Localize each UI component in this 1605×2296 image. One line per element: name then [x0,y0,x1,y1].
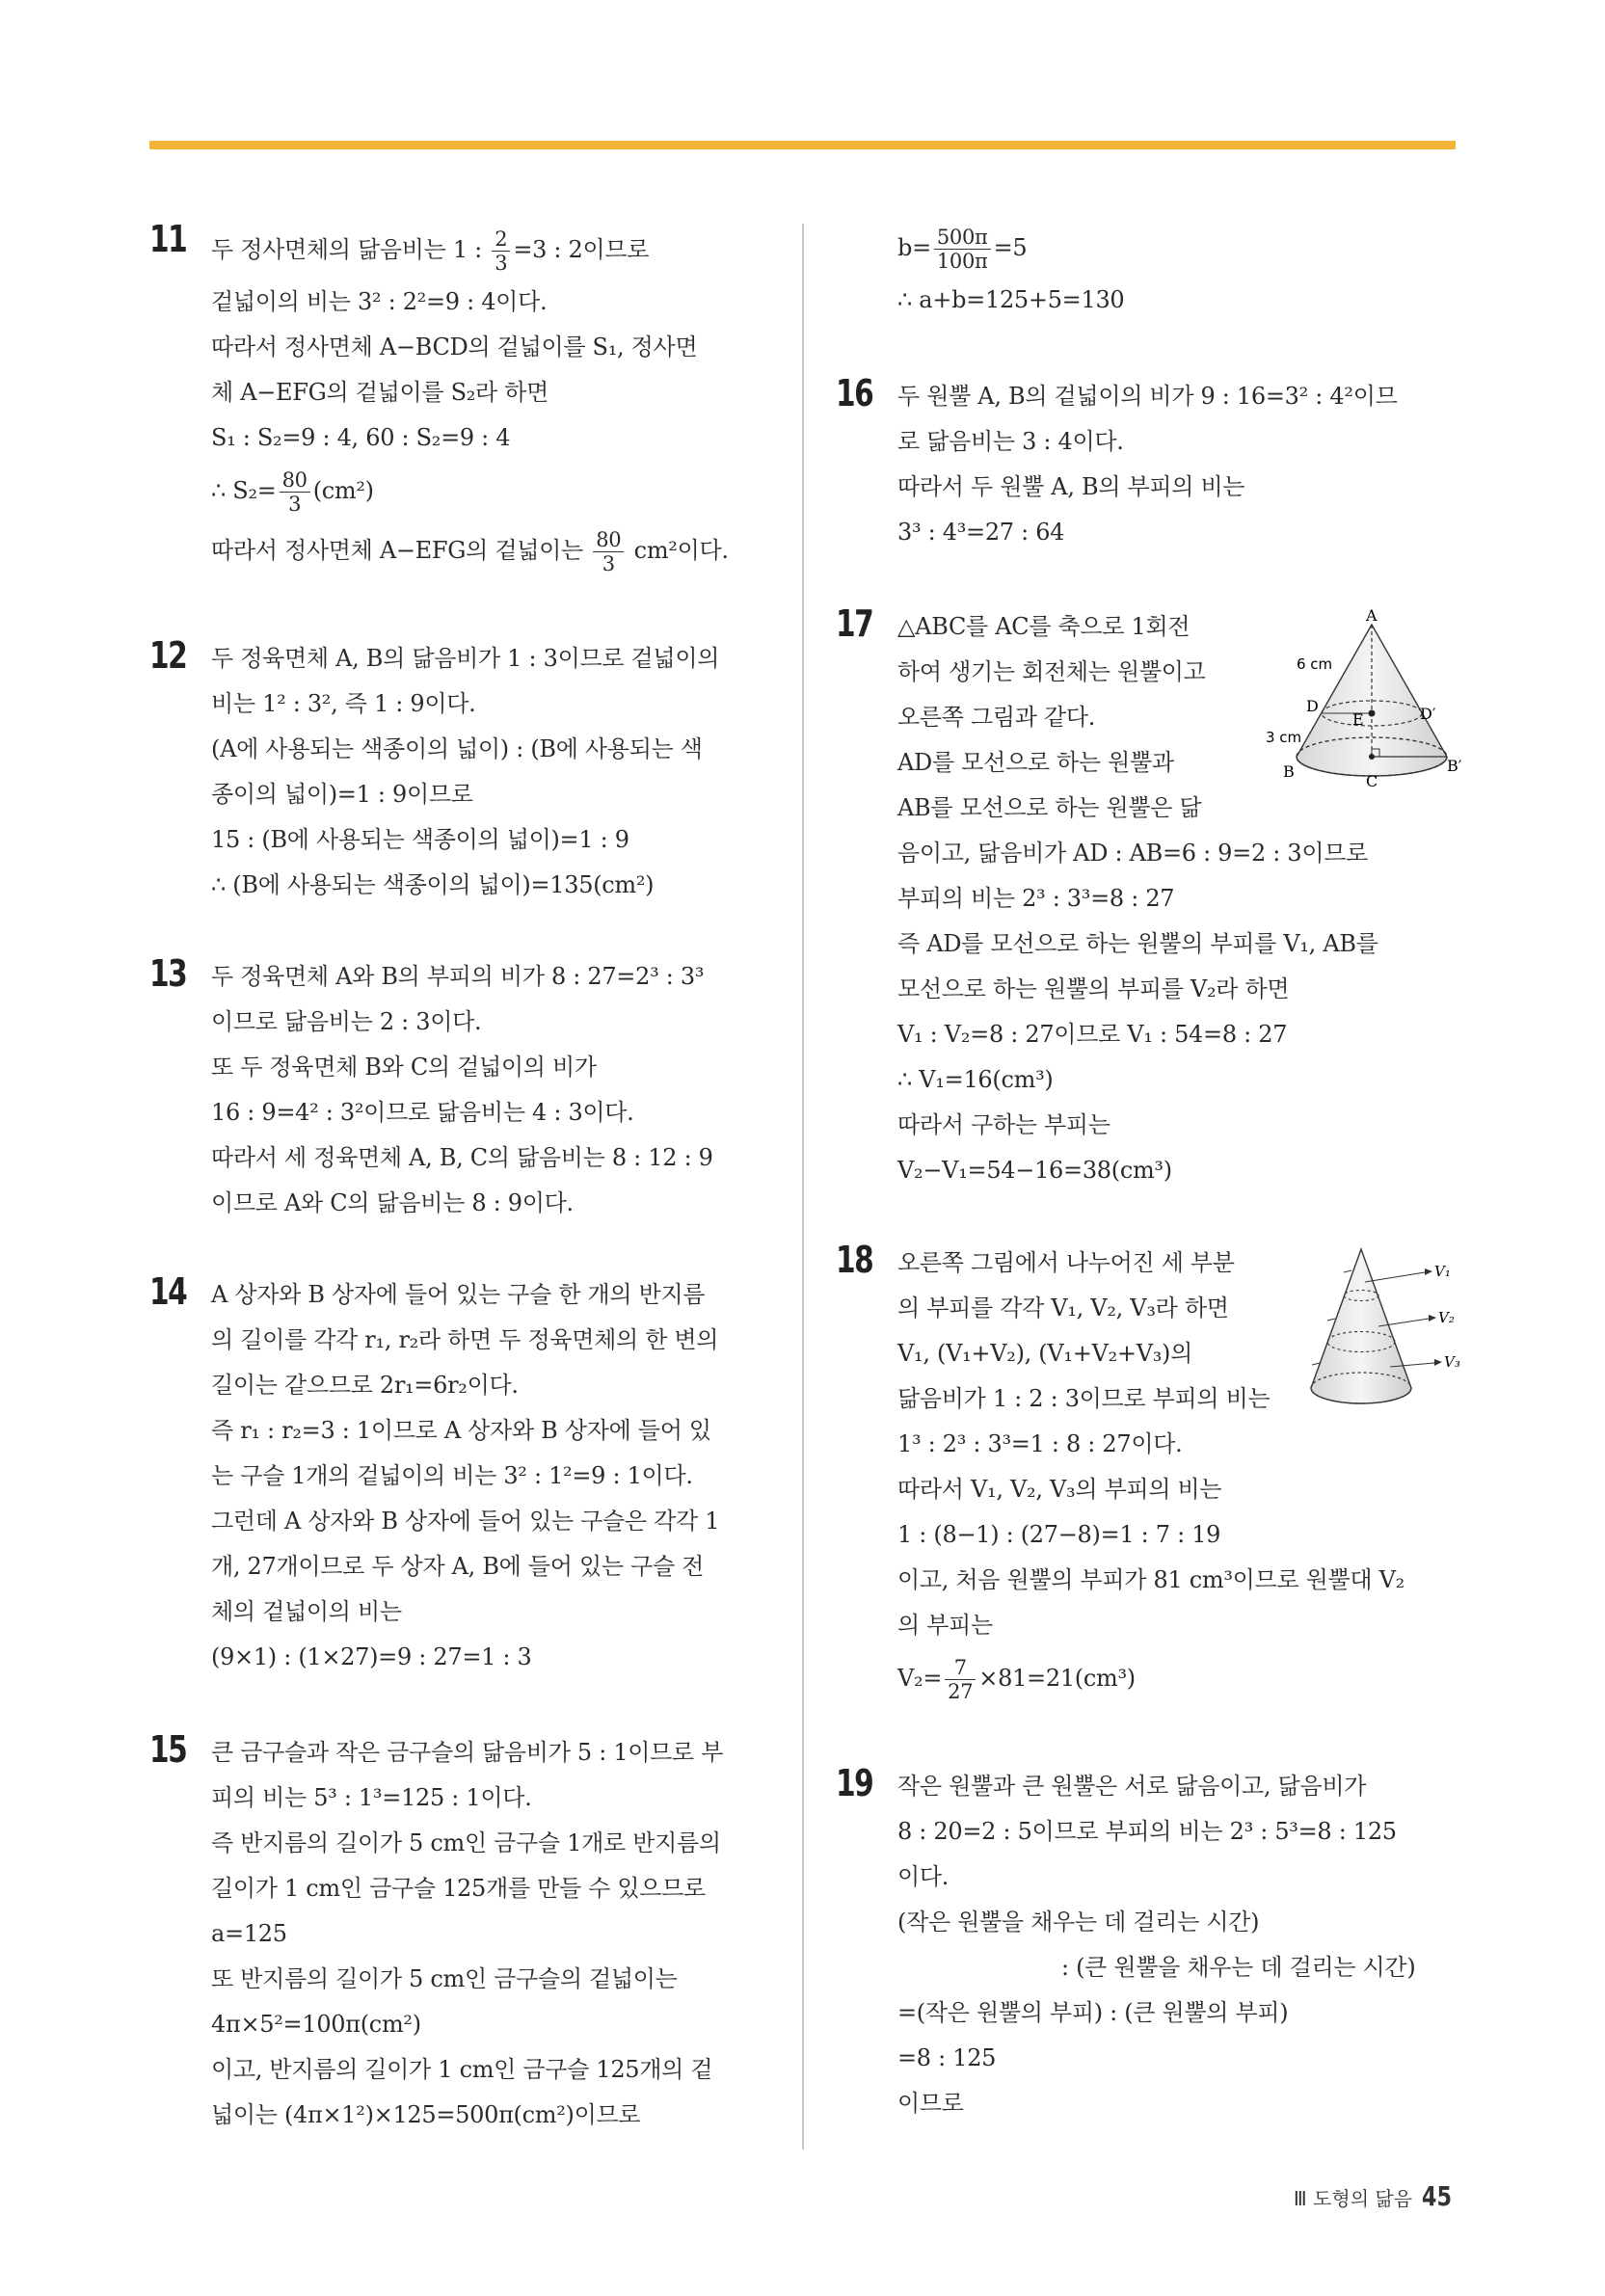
solution-line [211,1181,775,1226]
solution-line [211,220,775,280]
solution-line [211,863,775,908]
line-text: 체 A−EFG의 겉넓이를 S₂라 하면 [211,379,549,406]
solution-line [211,1408,775,1454]
line-text: 이므로 닮음비는 2 : 3이다. [211,1008,482,1035]
solution-line [897,1648,1461,1708]
solution-body [211,636,775,908]
solution-line [211,1911,775,1957]
problem-number: 14 [149,1270,187,1313]
fraction-numerator: 7 [945,1656,976,1680]
solution-line [211,1363,775,1408]
solution-line [897,218,1461,278]
solution-line [211,325,775,370]
solution-line [211,1272,775,1318]
solution-line [897,1809,1461,1855]
label-V2: V₂ [1438,1309,1455,1326]
solution-line [211,1090,775,1135]
fraction [945,1656,976,1703]
line-text: △ABC를 AC를 축으로 1회전 [897,613,1190,640]
solution-body [211,1272,775,1680]
line-text: 의 부피는 [897,1612,993,1639]
line-text: V₂= [897,1665,943,1692]
line-text-after: =5 [993,234,1028,261]
line-text: (A에 사용되는 색종이의 넓이) : (B에 사용되는 색 [211,735,703,762]
line-text: 피의 비는 5³ : 1³=125 : 1이다. [211,1784,532,1811]
line-text: 16 : 9=4² : 3²이므로 닮음비는 4 : 3이다. [211,1099,634,1126]
line-text: 개, 27개이므로 두 상자 A, B에 들어 있는 구슬 전 [211,1553,705,1580]
line-text: 하여 생기는 회전체는 원뿔이고 [897,658,1206,685]
label-V1: V₁ [1434,1263,1451,1280]
line-text: 따라서 정사면체 A−BCD의 겉넓이를 S₁, 정사면 [211,334,698,360]
line-text: =(작은 원뿔의 부피) : (큰 원뿔의 부피) [897,1999,1289,2026]
solution-line [211,2047,775,2093]
line-text: 오른쪽 그림에서 나누어진 세 부분 [897,1249,1235,1276]
line-text: 두 정육면체 A와 B의 부피의 비가 8 : 27=2³ : 3³ [211,963,705,990]
line-text: 즉 반지름의 길이가 5 cm인 금구슬 1개로 반지름의 [211,1829,721,1856]
solution-line [211,954,775,1000]
line-text: a=125 [211,1920,287,1947]
solution-line [211,1821,775,1866]
line-text: 비는 1² : 3², 즉 1 : 9이다. [211,690,476,717]
line-text: =8 : 125 [897,2044,997,2071]
solution-line [211,521,775,580]
solution-line [897,419,1461,465]
line-text-after: (cm²) [312,477,374,504]
solution-line [211,461,775,521]
solution-line [897,1422,1461,1467]
solution-line [211,415,775,461]
line-text: 즉 r₁ : r₂=3 : 1이므로 A 상자와 B 상자에 들어 있 [211,1417,711,1444]
line-text: V₁ : V₂=8 : 27이므로 V₁ : 54=8 : 27 [897,1021,1288,1048]
line-text: 따라서 정사면체 A−EFG의 겉넓이는 [211,537,591,564]
line-text: 오른쪽 그림과 같다. [897,704,1096,731]
column-divider [802,224,804,2149]
solution-line [897,1603,1461,1648]
problem-number: 17 [836,602,873,645]
line-text: 음이고, 닮음비가 AD : AB=6 : 9=2 : 3이므로 [897,840,1368,867]
line-text-after: =3 : 2이므로 [513,236,650,263]
solution-line [211,1000,775,1045]
solution-line [897,1990,1461,2036]
figure-17-cone [1258,607,1465,795]
solution-line [897,1764,1461,1809]
label-B-prime: B′ [1447,757,1462,775]
solution-line [211,1635,775,1680]
solution-line [897,374,1461,419]
line-text: 부피의 비는 2³ : 3³=8 : 27 [897,885,1175,912]
solution-line [897,1855,1461,1900]
line-text: 1 : (8−1) : (27−8)=1 : 7 : 19 [897,1521,1221,1548]
line-text: 이므로 A와 C의 닮음비는 8 : 9이다. [211,1189,574,1216]
label-C: C [1366,772,1378,790]
line-text: 의 부피를 각각 V₁, V₂, V₃라 하면 [897,1295,1229,1322]
fraction-denominator: 100π [936,250,988,273]
line-text: 따라서 두 원뿔 A, B의 부피의 비는 [897,473,1245,500]
solution-line [211,1775,775,1821]
solution-line [211,1730,775,1775]
problem-number: 12 [149,634,187,677]
problem-number: 19 [836,1762,873,1804]
line-text: 로 닮음비는 3 : 4이다. [897,428,1124,455]
line-text: 닮음비가 1 : 2 : 3이므로 부피의 비는 [897,1385,1271,1412]
problem-number: 16 [836,372,873,414]
line-text: S₁ : S₂=9 : 4, 60 : S₂=9 : 4 [211,424,511,451]
solution-line [211,772,775,817]
line-text: 두 정육면체 A, B의 닮음비가 1 : 3이므로 겉넓이의 [211,645,720,672]
solution-line [897,967,1461,1012]
line-text: 이므로 [897,2090,964,2117]
line-text: 길이가 1 cm인 금구슬 125개를 만들 수 있으므로 [211,1875,706,1902]
fraction-denominator: 3 [495,252,508,275]
solution-body [897,1764,1461,2126]
line-text: 즉 AD를 모선으로 하는 원뿔의 부피를 V₁, AB를 [897,930,1378,957]
line-text: 이고, 처음 원뿔의 부피가 81 cm³이므로 원뿔대 V₂ [897,1566,1404,1593]
line-text: A 상자와 B 상자에 들어 있는 구슬 한 개의 반지름 [211,1281,706,1308]
solution-line [897,2036,1461,2081]
fraction-numerator: 2 [492,227,510,252]
solution-line [211,727,775,772]
line-text: 8 : 20=2 : 5이므로 부피의 비는 2³ : 5³=8 : 125 [897,1818,1397,1845]
line-text: 두 원뿔 A, B의 겉넓이의 비가 9 : 16=3² : 4²이므 [897,383,1398,410]
line-text: V₁, (V₁+V₂), (V₁+V₂+V₃)의 [897,1340,1192,1367]
solution-body [897,374,1461,555]
solution-line [211,817,775,863]
problem-number: 13 [149,952,187,995]
line-text: 15 : (B에 사용되는 색종이의 넓이)=1 : 9 [211,826,629,853]
line-text: AD를 모선으로 하는 원뿔과 [897,749,1174,776]
line-text: b= [897,234,931,261]
figure-18-divided-cone [1301,1243,1465,1412]
solution-line [211,1318,775,1363]
fraction [934,226,991,273]
line-text-after: cm²이다. [627,537,729,564]
line-text: 는 구슬 1개의 겉넓이의 비는 3² : 1²=9 : 1이다. [211,1462,693,1489]
solution-line [897,1103,1461,1148]
solution-line [897,1012,1461,1057]
solution-line [897,1512,1461,1558]
fraction-numerator: 80 [280,468,310,493]
solution-line [897,510,1461,555]
line-text: 길이는 같으므로 2r₁=6r₂이다. [211,1372,519,1399]
label-A: A [1366,607,1378,625]
solution-body [211,220,775,580]
fraction-denominator: 3 [288,493,302,516]
solution-line [211,1499,775,1544]
solution-line [211,1866,775,1911]
solution-line [211,2093,775,2138]
line-text: AB를 모선으로 하는 원뿔은 닮 [897,794,1202,821]
section-title: Ⅲ 도형의 닮음 [1293,2187,1413,2210]
line-text: ∴ (B에 사용되는 색종이의 넓이)=135(cm²) [211,871,655,898]
solution-line [897,1900,1461,1945]
label-B: B [1283,762,1295,781]
solution-line [897,831,1461,876]
problem-number: 18 [836,1239,873,1281]
line-text: 체의 겉넓이의 비는 [211,1598,402,1625]
line-text: 따라서 세 정육면체 A, B, C의 닮음비는 8 : 12 : 9 [211,1144,713,1171]
line-text: 넓이는 (4π×1²)×125=500π(cm²)이므로 [211,2101,641,2128]
line-text: 또 반지름의 길이가 5 cm인 금구슬의 겉넓이는 [211,1965,678,1992]
solution-line [897,465,1461,510]
solution-line [211,1589,775,1635]
line-text: 모선으로 하는 원뿔의 부피를 V₂라 하면 [897,975,1290,1002]
line-text: 3³ : 4³=27 : 64 [897,519,1065,546]
solution-body [211,954,775,1226]
line-text: 이고, 반지름의 길이가 1 cm인 금구슬 125개의 겉 [211,2056,713,2083]
line-text: ∴ a+b=125+5=130 [897,286,1125,313]
line-text: 겉넓이의 비는 3² : 2²=9 : 4이다. [211,288,548,315]
line-text: ∴ S₂= [211,477,277,504]
line-text: : (큰 원뿔을 채우는 데 걸리는 시간) [1061,1954,1416,1981]
problem-number: 15 [149,1728,187,1771]
fraction-denominator: 27 [948,1680,974,1703]
line-text: (9×1) : (1×27)=9 : 27=1 : 3 [211,1643,532,1670]
top-accent-bar [149,141,1456,149]
line-text: 따라서 구하는 부피는 [897,1111,1110,1138]
fraction [280,468,310,516]
fraction [492,227,510,275]
problem-number: 11 [149,218,187,260]
solution-line [211,681,775,727]
line-text: 또 두 정육면체 B와 C의 겉넓이의 비가 [211,1054,597,1081]
solution-line [897,876,1461,921]
solution-line [211,1135,775,1181]
solution-line [897,1467,1461,1512]
line-text: 큰 금구슬과 작은 금구슬의 닮음비가 5 : 1이므로 부 [211,1739,724,1766]
label-6cm: 6 cm [1297,655,1333,673]
line-text: 그런데 A 상자와 B 상자에 들어 있는 구슬은 각각 1 [211,1508,720,1535]
fraction-denominator: 3 [602,552,615,575]
solution-line [897,921,1461,967]
fraction-numerator: 500π [934,226,991,250]
line-text: 작은 원뿔과 큰 원뿔은 서로 닮음이고, 닮음비가 [897,1773,1367,1800]
solution-body [211,1730,775,2138]
label-V3: V₃ [1444,1353,1460,1371]
solution-line [897,1057,1461,1103]
solution-body [897,218,1461,323]
solution-line [897,1945,1461,1990]
solution-line [897,1558,1461,1603]
solution-line [211,2002,775,2047]
fraction-numerator: 80 [593,528,624,552]
solution-line [211,1045,775,1090]
solution-line [211,1454,775,1499]
label-E: E [1352,710,1364,729]
solution-line [211,1544,775,1589]
line-text: 따라서 V₁, V₂, V₃의 부피의 비는 [897,1476,1222,1503]
solution-line [897,2081,1461,2126]
line-text: 종이의 넓이)=1 : 9이므로 [211,781,473,808]
label-D: D [1306,697,1319,715]
solution-line [211,280,775,325]
line-text: (작은 원뿔을 채우는 데 걸리는 시간) [897,1909,1260,1936]
solution-line [211,636,775,681]
solution-line [897,278,1461,323]
line-text: 의 길이를 각각 r₁, r₂라 하면 두 정육면체의 한 변의 [211,1326,719,1353]
line-text-after: ×81=21(cm³) [978,1665,1136,1692]
line-text: 1³ : 2³ : 3³=1 : 8 : 27이다. [897,1430,1183,1457]
fraction [593,528,624,575]
solution-line [897,1148,1461,1193]
solution-line [211,370,775,415]
label-3cm: 3 cm [1266,729,1302,746]
page-number: 45 [1421,2180,1453,2212]
page-footer [1294,2180,1456,2212]
line-text: 이다. [897,1863,950,1890]
line-text: V₂−V₁=54−16=38(cm³) [897,1157,1172,1184]
label-D-prime: D′ [1420,705,1436,723]
line-text: ∴ V₁=16(cm³) [897,1066,1054,1093]
solution-line [211,1957,775,2002]
line-text: 두 정사면체의 닮음비는 1 : [211,236,490,263]
line-text: 4π×5²=100π(cm²) [211,2011,421,2038]
